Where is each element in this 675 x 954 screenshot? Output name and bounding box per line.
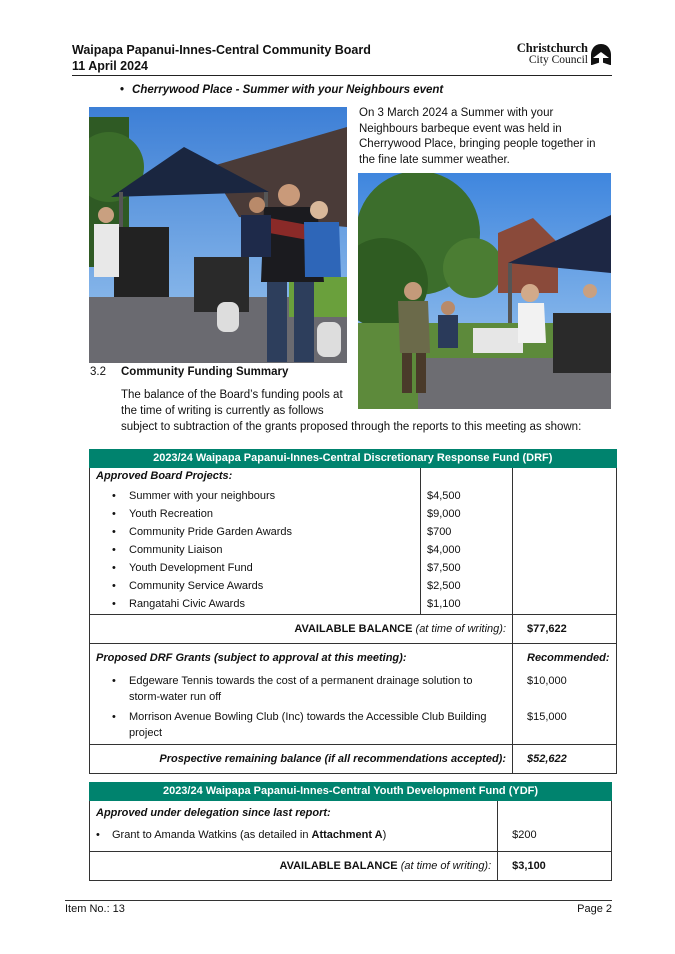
bullet-dot: • (112, 711, 116, 723)
available-balance-note: (at time of writing): (415, 623, 506, 635)
recommended-cell (513, 644, 617, 745)
cathedral-icon (590, 43, 612, 67)
ydf-heading: 2023/24 Waipapa Papanui-Innes-Central Youth Development Fund (YDF) (90, 783, 612, 801)
event-photo-2 (358, 173, 611, 409)
drf-heading: 2023/24 Waipapa Papanui-Innes-Central Discretionary Response Fund (DRF) (90, 450, 617, 468)
page-number: Page 2 (577, 903, 612, 915)
grant-item-2 (96, 710, 506, 741)
drf-table (89, 449, 617, 774)
board-name: Waipapa Papanui-Innes-Central Community Board (72, 43, 371, 57)
header-title (72, 42, 371, 74)
event-paragraph: On 3 March 2024 a Summer with your Neighbours barbeque event was held in Cherrywood Place, bringing people together in the fine late summer weather. (359, 107, 596, 166)
bullet-dot: • (120, 84, 125, 96)
drf-amounts-cell (420, 468, 512, 615)
ydf-approved-label: Approved under delegation since last report: (96, 807, 331, 819)
ydf-available-note: (at time of writing): (400, 860, 492, 872)
logo-line2: City Council (528, 54, 588, 66)
list-item: • Youth Development Fund (96, 559, 414, 577)
ydf-table (89, 782, 612, 881)
attachment-reference: Attachment A (311, 829, 383, 841)
grant-amount: $10,000 (527, 675, 567, 687)
prospective-value: $52,622 (513, 745, 617, 774)
grant-text: Edgeware Tennis towards the cost of a permanent drainage solution to storm-water run off (129, 675, 473, 703)
ydf-grant-prefix: Grant to Amanda Watkins (as detailed in (112, 829, 312, 841)
grant-item-1 (96, 674, 506, 710)
drf-projects-cell (90, 468, 421, 615)
council-logo (500, 42, 612, 68)
approved-label: Approved Board Projects: (96, 470, 233, 482)
list-item: • Community Service Awards (96, 577, 414, 595)
amount: $700 (426, 526, 452, 538)
event-title: Cherrywood Place - Summer with your Neighbours event (132, 84, 444, 96)
ydf-approved-cell (90, 801, 498, 852)
amount: $1,100 (426, 598, 461, 610)
amount: $4,000 (426, 544, 461, 556)
amount: $4,500 (426, 490, 461, 502)
recommended-label: Recommended: (527, 652, 610, 664)
available-balance-label: AVAILABLE BALANCE (294, 623, 413, 635)
section-body-2: subject to subtraction of the grants proposed through the reports to this meeting as shown: (121, 421, 582, 433)
proposed-label: Proposed DRF Grants (subject to approval at this meeting): (96, 652, 407, 664)
available-balance-label-cell (90, 615, 513, 644)
logo-line1: Christchurch (516, 41, 588, 55)
event-bullet (120, 84, 443, 96)
drf-empty-cell (513, 468, 617, 615)
ydf-available-label-cell (90, 852, 498, 881)
proposed-grants-cell (90, 644, 513, 745)
section-body-1: The balance of the Board’s funding pools at the time of writing is currently as follows (121, 389, 343, 417)
section-number: 3.2 (90, 366, 106, 378)
section-title: Community Funding Summary (121, 366, 289, 378)
list-item: • Youth Recreation (96, 505, 414, 523)
list-item: • Community Pride Garden Awards (96, 523, 414, 541)
prospective-label: Prospective remaining balance (if all recommendations accepted): (90, 745, 513, 774)
list-item: • Rangatahi Civic Awards (96, 595, 414, 613)
amount: $9,000 (426, 508, 461, 520)
amount: $7,500 (426, 562, 461, 574)
page-footer (65, 900, 612, 915)
event-photo-1 (89, 107, 347, 363)
grant-text: Morrison Avenue Bowling Club (Inc) towards the Accessible Club Building project (129, 711, 487, 739)
list-item: • Community Liaison (96, 541, 414, 559)
ydf-grant-item (96, 829, 491, 845)
project-list (96, 487, 414, 613)
available-balance-value: $77,622 (513, 615, 617, 644)
ydf-grant-suffix: ) (382, 829, 387, 841)
ydf-available-value: $3,100 (498, 852, 612, 881)
item-number: Item No.: 13 (65, 903, 125, 915)
bullet-dot: • (96, 829, 100, 841)
amount: $2,500 (426, 580, 461, 592)
meeting-date: 11 April 2024 (72, 59, 148, 73)
list-item: • Summer with your neighbours (96, 487, 414, 505)
ydf-available-label: AVAILABLE BALANCE (279, 860, 398, 872)
bullet-dot: • (112, 675, 116, 687)
grant-amount: $15,000 (527, 711, 567, 723)
page-header (72, 42, 612, 76)
ydf-grant-amount: $200 (498, 801, 612, 852)
